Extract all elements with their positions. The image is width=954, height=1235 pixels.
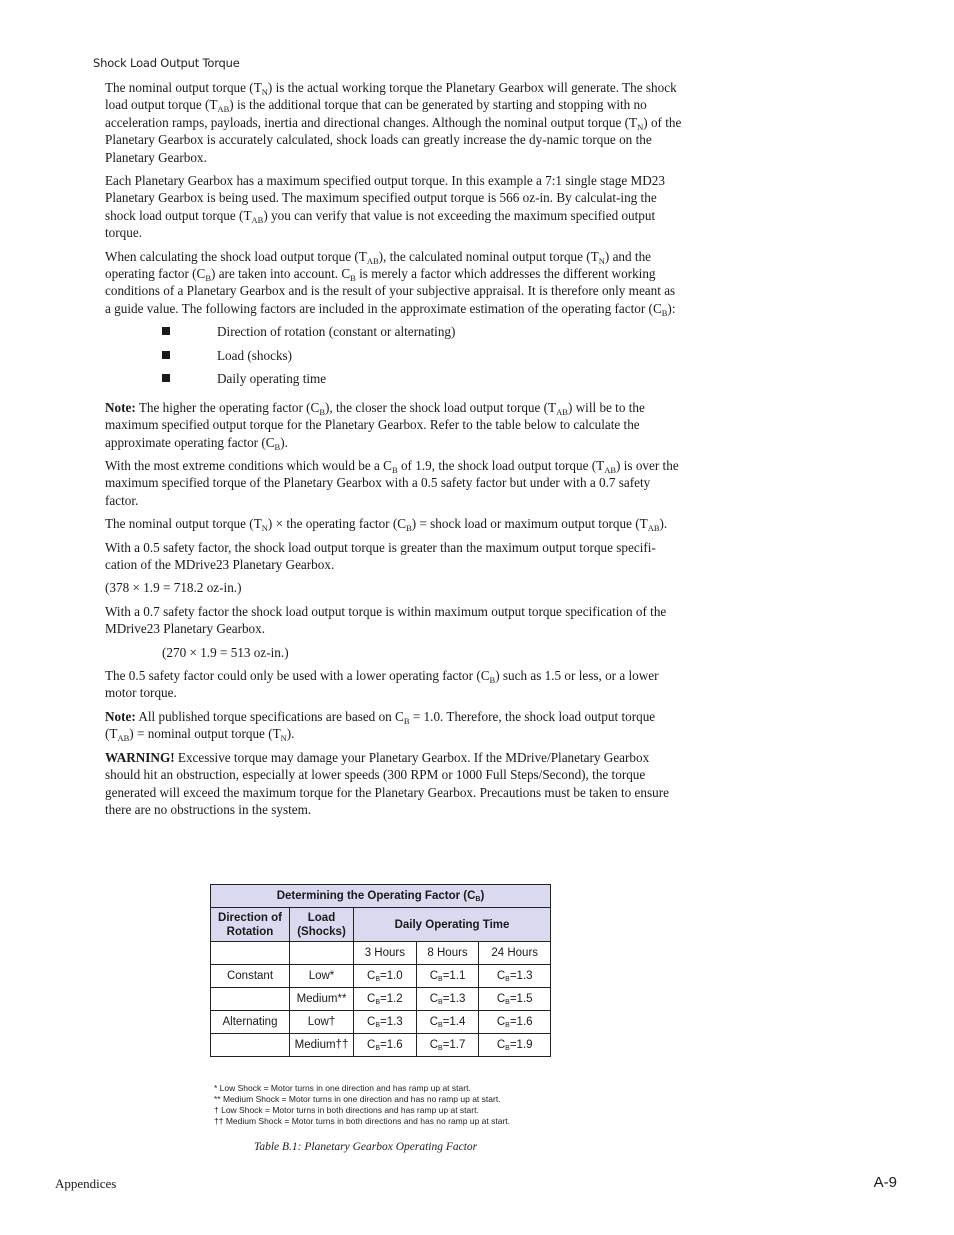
bullet-square-icon	[162, 374, 170, 382]
factor-list	[105, 323, 683, 394]
list-item: Direction of rotation (constant or alternating)	[105, 323, 683, 347]
page-number: A-9	[873, 1174, 897, 1191]
body-text	[105, 79, 683, 824]
bullet-square-icon	[162, 327, 170, 335]
bullet-square-icon	[162, 351, 170, 359]
table-cell: $C_B=1.6$	[479, 1011, 551, 1034]
footnote: † Low Shock = Motor turns in both directions and has ramp up at start.	[214, 1105, 479, 1115]
calculation-05: (378 × 1.9 = 718.2 oz-in.)	[105, 580, 242, 596]
table-cell: $C_B=1.9$	[479, 1034, 551, 1057]
section-heading: Shock Load Output Torque	[93, 56, 240, 70]
table-cell: $C_B=1.4$	[416, 1011, 479, 1034]
footer-section-name: Appendices	[55, 1176, 117, 1191]
table-cell: $C_B=1.7$	[416, 1034, 479, 1057]
paragraph-safety-05: With a 0.5 safety factor, the shock load output torque is greater than the maximum output torque specifi-cation of the MDrive23 Planetary Gearbox.	[105, 539, 656, 573]
hours-3: 3 Hours	[354, 942, 417, 965]
table-row	[211, 942, 551, 965]
operating-factor-table	[210, 884, 551, 1057]
table-row	[211, 965, 551, 988]
paragraph-extreme-conditions: With the most extreme conditions which would be a $C_B$ of 1.9, the shock load output torque $(T_{AB})$ is over the maximum specified torque of the Planetary Gearbox with a 0.5 safety factor but under with a 0.7 safety factor.	[105, 458, 679, 508]
header-load: Load (Shocks)	[290, 908, 354, 942]
table-cell: $C_B=1.5$	[479, 988, 551, 1011]
paragraph-lower-factor: The 0.5 safety factor could only be used with a lower operating factor $(C_B)$ such as 1.5 or less, or a lower motor torque.	[105, 668, 659, 701]
table-cell: Medium**	[290, 988, 354, 1011]
table-row	[211, 988, 551, 1011]
footnote: * Low Shock = Motor turns in one direction and has ramp up at start.	[214, 1083, 471, 1093]
table-title: Determining the Operating Factor $(C_B)$	[211, 885, 551, 908]
header-daily-time: Daily Operating Time	[354, 908, 551, 942]
table-cell: Low†	[290, 1011, 354, 1034]
calculation-07: (270 × 1.9 = 513 oz-in.)	[162, 644, 289, 660]
table-cell: $C_B=1.6$	[354, 1034, 417, 1057]
paragraph-max-torque: Each Planetary Gearbox has a maximum specified output torque. In this example a 7:1 single stage MD23 Planetary Gearbox is being used. The maximum specified output torque is 566 oz-in. By calculat-ing the shock load output torque $(T_{AB})$ you can verify that value is not exceeding the maximum specified output torque.	[105, 173, 665, 241]
paragraph-warning: WARNING! Excessive torque may damage your Planetary Gearbox. If the MDrive/Planetary Gearbox should hit an obstruction, especially at lower speeds (300 RPM or 1000 Full Steps/Second), the torque generated will exceed the maximum torque for the Planetary Gearbox. Precautions must be taken to ensure there are no obstructions in the system.	[105, 749, 669, 817]
table-cell: $C_B=1.3$	[416, 988, 479, 1011]
table-row	[211, 1034, 551, 1057]
table-row	[211, 1011, 551, 1034]
table-cell: $C_B=1.0$	[354, 965, 417, 988]
footnote: †† Medium Shock = Motor turns in both directions and has no ramp up at start.	[214, 1116, 511, 1126]
table-cell	[211, 942, 290, 965]
table-cell: $C_B=1.3$	[479, 965, 551, 988]
table-cell	[211, 1034, 290, 1057]
table-cell: Low*	[290, 965, 354, 988]
table-cell	[290, 942, 354, 965]
table-cell: Alternating	[211, 1011, 290, 1034]
paragraph-note-specs: Note: All published torque specifications are based on $C_B = 1.0$. Therefore, the shock load output torque $(T_{AB})$ = nominal output torque $(T_N)$.	[105, 708, 656, 744]
paragraph-operating-factor: When calculating the shock load output torque $(T_{AB})$, the calculated nominal output torque $(T_N)$ and the operating factor $(C_B)$ are taken into account. $C_B$ is merely a factor which addresses the different working conditions of a Planetary Gearbox and is the result of your subjective appraisal. It is therefore only meant as a guide value. The following factors are included in the approximate estimation of the operating factor $(C_B)$:	[105, 248, 676, 318]
hours-8: 8 Hours	[416, 942, 479, 965]
hours-24: 24 Hours	[479, 942, 551, 965]
footnote: ** Medium Shock = Motor turns in one direction and has no ramp up at start.	[214, 1094, 501, 1104]
table-caption: Table B.1: Planetary Gearbox Operating Factor	[254, 1141, 478, 1153]
table-cell: $C_B=1.1$	[416, 965, 479, 988]
paragraph-formula: The nominal output torque $(T_N)$ × the operating factor $(C_B)$ = shock load or maximum output torque $(T_{AB})$.	[105, 516, 668, 534]
table-cell: $C_B=1.3$	[354, 1011, 417, 1034]
table-cell: $C_B=1.2$	[354, 988, 417, 1011]
paragraph-nominal-torque: The nominal output torque $(T_N)$ is the actual working torque the Planetary Gearbox will generate. The shock load output torque $(T_{AB})$ is the additional torque that can be generated by starting and stopping with no acceleration ramps, payloads, inertia and directional changes. Although the nominal output torque $(T_N)$ of the Planetary Gearbox is accurately calculated, shock loads can greatly increase the dy-namic torque on the Planetary Gearbox.	[105, 80, 682, 165]
paragraph-note-operating-factor: Note: The higher the operating factor $(C_B)$, the closer the shock load output torque $(T_{AB})$ will be to the maximum specified output torque for the Planetary Gearbox. Refer to the table below to calculate the approximate operating factor $(C_B)$.	[105, 399, 645, 452]
table-cell	[211, 988, 290, 1011]
list-item: Daily operating time	[105, 370, 683, 394]
table-cell: Medium††	[290, 1034, 354, 1057]
table-cell: Constant	[211, 965, 290, 988]
list-item: Load (shocks)	[105, 347, 683, 371]
paragraph-safety-07: With a 0.7 safety factor the shock load output torque is within maximum output torque specification of the MDrive23 Planetary Gearbox.	[105, 603, 667, 637]
header-direction: Direction of Rotation	[211, 908, 290, 942]
table-footnotes	[214, 1083, 510, 1127]
